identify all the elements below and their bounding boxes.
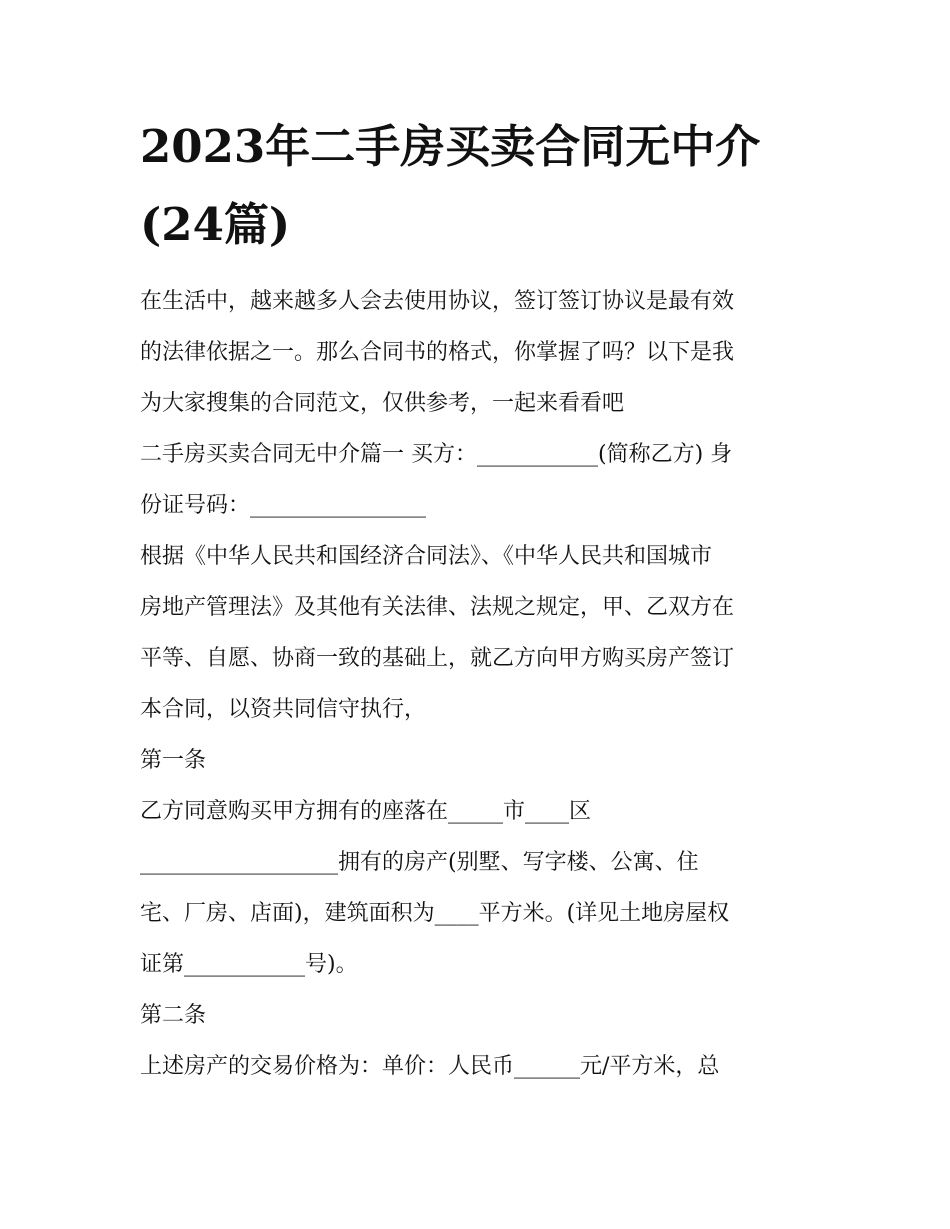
document-title <box>140 108 840 264</box>
intro-line-3: 为大家搜集的合同范文，仅供参考，一起来看看吧 <box>140 391 625 416</box>
basis-line-3: 平等、自愿、协商一致的基础上，就乙方向甲方购买房产签订 <box>140 646 735 671</box>
article-2-line-1: 上述房产的交易价格为：单价：人民币______元/平方米，总 <box>140 1054 720 1079</box>
document-body <box>140 276 830 1092</box>
title-line-1: 2023年二手房买卖合同无中介 <box>140 120 761 173</box>
intro-line-1: 在生活中，越来越多人会去使用协议，签订签订协议是最有效 <box>140 289 735 314</box>
article-1-line-2: __________________拥有的房产(别墅、写字楼、公寓、住 <box>140 850 699 875</box>
basis-line-1: 根据《中华人民共和国经济合同法》、《中华人民共和国城市 <box>140 544 713 569</box>
article-1-line-1: 乙方同意购买甲方拥有的座落在_____市____区 <box>140 799 592 824</box>
buyer-line-2: 份证号码：________________ <box>140 493 427 518</box>
article-1-line-4: 证第___________号)。 <box>140 952 358 977</box>
buyer-line-1: 二手房买卖合同无中介篇一 买方：___________(简称乙方) 身 <box>140 442 733 467</box>
article-1-line-3: 宅、厂房、店面)，建筑面积为____平方米。(详见土地房屋权 <box>140 901 730 926</box>
intro-line-2: 的法律依据之一。那么合同书的格式，你掌握了吗？以下是我 <box>140 340 735 365</box>
article-1-heading: 第一条 <box>140 748 207 773</box>
basis-line-4: 本合同，以资共同信守执行， <box>140 697 427 722</box>
basis-line-2: 房地产管理法》及其他有关法律、法规之规定，甲、乙双方在 <box>140 595 735 620</box>
title-line-2: (24篇) <box>140 198 291 251</box>
article-2-heading: 第二条 <box>140 1003 207 1028</box>
